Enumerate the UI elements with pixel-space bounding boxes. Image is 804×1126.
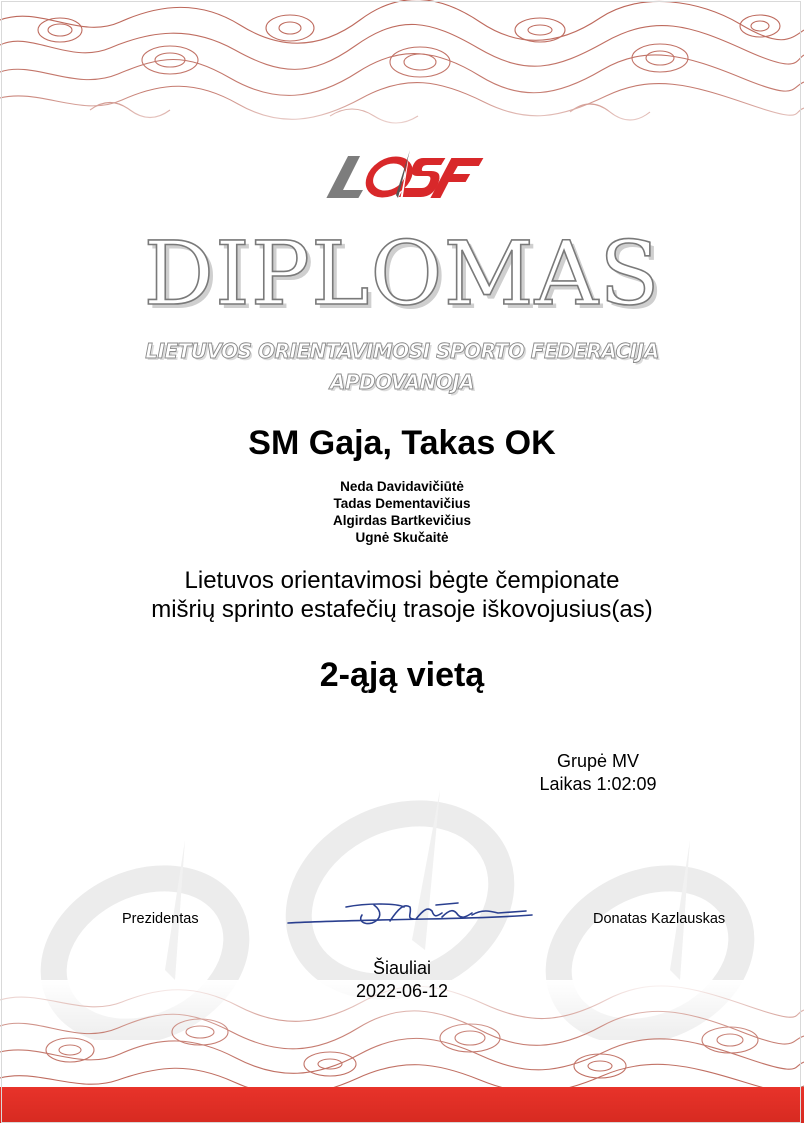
team-name: SM Gaja, Takas OK [248, 424, 556, 462]
president-role: Prezidentas [122, 911, 199, 927]
time-label: Laikas 1:02:09 [539, 774, 657, 794]
team-members [0, 478, 804, 546]
achievement-description [0, 566, 804, 624]
topographic-pattern-top [0, 0, 804, 140]
signature-image [286, 893, 534, 931]
footer-red-band [0, 1087, 804, 1123]
achievement-line-1: Lietuvos orientavimosi bėgte čempionate [184, 567, 620, 594]
president-name: Donatas Kazlauskas [593, 911, 726, 927]
member-name: Ugnė Skučaitė [355, 530, 449, 545]
diploma-title: DIPLOMAS [143, 222, 661, 325]
achievement-line-2: mišrių sprinto estafečių trasoje iškovojusius(as) [151, 596, 653, 623]
date-label: 2022-06-12 [355, 981, 449, 1001]
group-label: Grupė MV [556, 751, 640, 771]
city-label: Šiauliai [372, 958, 432, 978]
awards-label: APDOVANOJA [329, 370, 475, 394]
federation-heading [0, 336, 804, 398]
member-name: Tadas Dementavičius [333, 496, 471, 511]
federation-name: LIETUVOS ORIENTAVIMOSI SPORTO FEDERACIJA [145, 339, 659, 363]
losf-logo [322, 150, 488, 202]
member-name: Neda Davidavičiūtė [340, 479, 464, 494]
place-awarded: 2-ąją vietą [319, 656, 485, 694]
result-details [498, 750, 698, 796]
location-date [0, 957, 804, 1003]
member-name: Algirdas Bartkevičius [332, 513, 472, 528]
